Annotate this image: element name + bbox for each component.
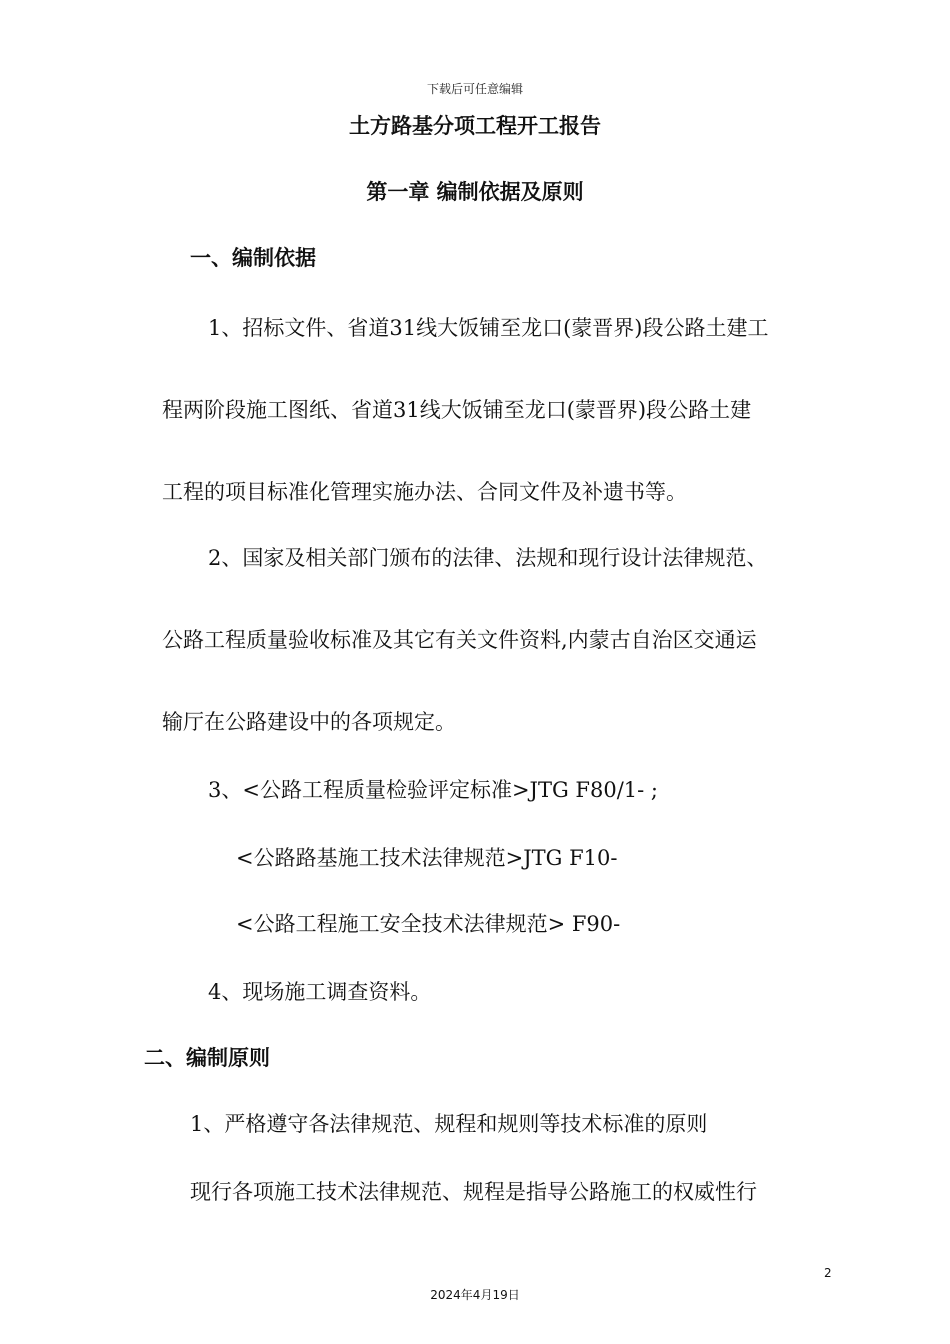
paragraph-line: 3、<公路工程质量检验评定标准>JTG F80/1- ; <box>208 778 659 802</box>
paragraph-line: 输厅在公路建设中的各项规定。 <box>162 710 456 734</box>
paragraph-line: <公路路基施工技术法律规范>JTG F10- <box>236 846 618 870</box>
paragraph-line: 4、现场施工调查资料。 <box>208 980 432 1004</box>
paragraph-line: 工程的项目标准化管理实施办法、合同文件及补遗书等。 <box>162 480 687 504</box>
paragraph-line: 现行各项施工技术法律规范、规程是指导公路施工的权威性行 <box>190 1180 757 1204</box>
section-heading-principles: 二、编制原则 <box>144 1046 270 1070</box>
paragraph-line: 程两阶段施工图纸、省道31线大饭铺至龙口(蒙晋界)段公路土建 <box>162 398 752 422</box>
paragraph-line: 公路工程质量验收标准及其它有关文件资料,内蒙古自治区交通运 <box>162 628 757 652</box>
paragraph-line: 1、严格遵守各法律规范、规程和规则等技术标准的原则 <box>190 1112 708 1136</box>
page-number: 2 <box>824 1266 832 1280</box>
footer-date: 2024年4月19日 <box>430 1288 520 1302</box>
document-title: 土方路基分项工程开工报告 <box>349 114 601 138</box>
section-heading-basis: 一、编制依据 <box>190 246 316 270</box>
page-header: 下载后可任意编辑 <box>426 82 523 96</box>
chapter-heading: 第一章 编制依据及原则 <box>366 180 584 204</box>
paragraph-line: 2、国家及相关部门颁布的法律、法规和现行设计法律规范、 <box>208 546 768 570</box>
paragraph-line: 1、招标文件、省道31线大饭铺至龙口(蒙晋界)段公路土建工 <box>208 316 769 340</box>
paragraph-line: <公路工程施工安全技术法律规范> F90- <box>236 912 621 936</box>
